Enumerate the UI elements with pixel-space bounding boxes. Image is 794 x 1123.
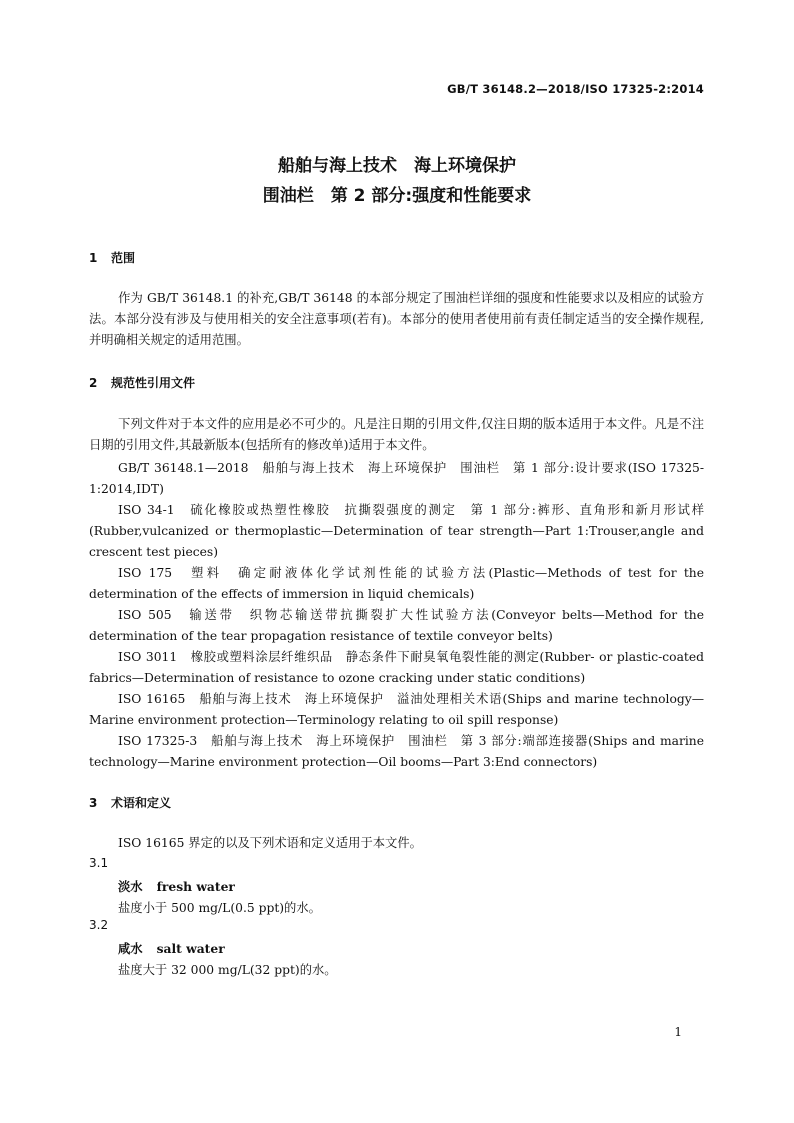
standard-code: GB/T 36148.2—2018/ISO 17325-2:2014 [447, 82, 704, 96]
section-title: 范围 [111, 251, 136, 265]
terms-intro-text: ISO 16165 界定的以及下列术语和定义适用于本文件。 [118, 836, 422, 850]
term-definition: 盐度大于 32 000 mg/L(32 ppt)的水。 [118, 963, 337, 977]
term-zh: 咸水 [118, 941, 143, 956]
normative-intro [89, 414, 704, 456]
term-number: 3.1 [89, 856, 109, 870]
reference-item: ISO 175 塑料 确定耐液体化学试剂性能的试验方法(Plastic—Methods of test for the determination of the effects of immersion in liquid chemicals) [89, 566, 704, 601]
page-number: 1 [674, 1025, 682, 1039]
term-zh: 淡水 [118, 879, 143, 894]
term-number: 3.2 [89, 918, 109, 932]
document-title-line-2: 围油栏 第 2 部分:强度和性能要求 [262, 186, 532, 206]
term-en: fresh water [156, 879, 235, 894]
section-title: 规范性引用文件 [111, 376, 196, 390]
reference-item: GB/T 36148.1—2018 船舶与海上技术 海上环境保护 围油栏 第 1 部分:设计要求(ISO 17325-1:2014,IDT) [89, 461, 704, 496]
scope-paragraph [89, 288, 704, 351]
section-2-heading [89, 374, 195, 391]
term-name [118, 877, 235, 895]
section-number: 3 [89, 796, 98, 810]
reference-item: ISO 505 输送带 织物芯输送带抗撕裂扩大性试验方法(Conveyor belts—Method for the determination of the tear propagation resistance of textile conveyor belts) [89, 608, 704, 643]
reference-item: ISO 16165 船舶与海上技术 海上环境保护 溢油处理相关术语(Ships and marine technology—Marine environment protection—Terminology relating to oil spill response) [89, 692, 704, 727]
normative-intro-text: 下列文件对于本文件的应用是必不可少的。凡是注日期的引用文件,仅注日期的版本适用于本文件。凡是不注日期的引用文件,其最新版本(包括所有的修改单)适用于本文件。 [89, 417, 704, 452]
reference-list [89, 458, 704, 773]
term-en: salt water [156, 941, 225, 956]
term-name [118, 939, 225, 957]
reference-item: ISO 34-1 硫化橡胶或热塑性橡胶 抗撕裂强度的测定 第 1 部分:裤形、直角形和新月形试样(Rubber,vulcanized or thermoplastic—Determination of tear strength—Part 1:Trouser,angle and crescent test pieces) [89, 503, 704, 559]
section-number: 1 [89, 251, 98, 265]
scope-text: 作为 GB/T 36148.1 的补充,GB/T 36148 的本部分规定了围油栏详细的强度和性能要求以及相应的试验方法。本部分没有涉及与使用相关的安全注意事项(若有)。本部分的使用者使用前有责任制定适当的安全操作规程,并明确相关规定的适用范围。 [89, 291, 704, 347]
terms-intro [89, 833, 704, 854]
section-title: 术语和定义 [111, 796, 172, 810]
reference-item: ISO 17325-3 船舶与海上技术 海上环境保护 围油栏 第 3 部分:端部连接器(Ships and marine technology—Marine environment protection—Oil booms—Part 3:End connectors) [89, 734, 704, 769]
section-1-heading [89, 249, 135, 266]
section-3-heading [89, 794, 171, 811]
section-number: 2 [89, 376, 98, 390]
reference-item: ISO 3011 橡胶或塑料涂层纤维织品 静态条件下耐臭氧龟裂性能的测定(Rubber- or plastic-coated fabrics—Determination of resistance to ozone cracking under static conditions) [89, 650, 704, 685]
term-definition: 盐度小于 500 mg/L(0.5 ppt)的水。 [118, 901, 321, 915]
document-title-line-1: 船舶与海上技术 海上环境保护 [278, 156, 516, 176]
